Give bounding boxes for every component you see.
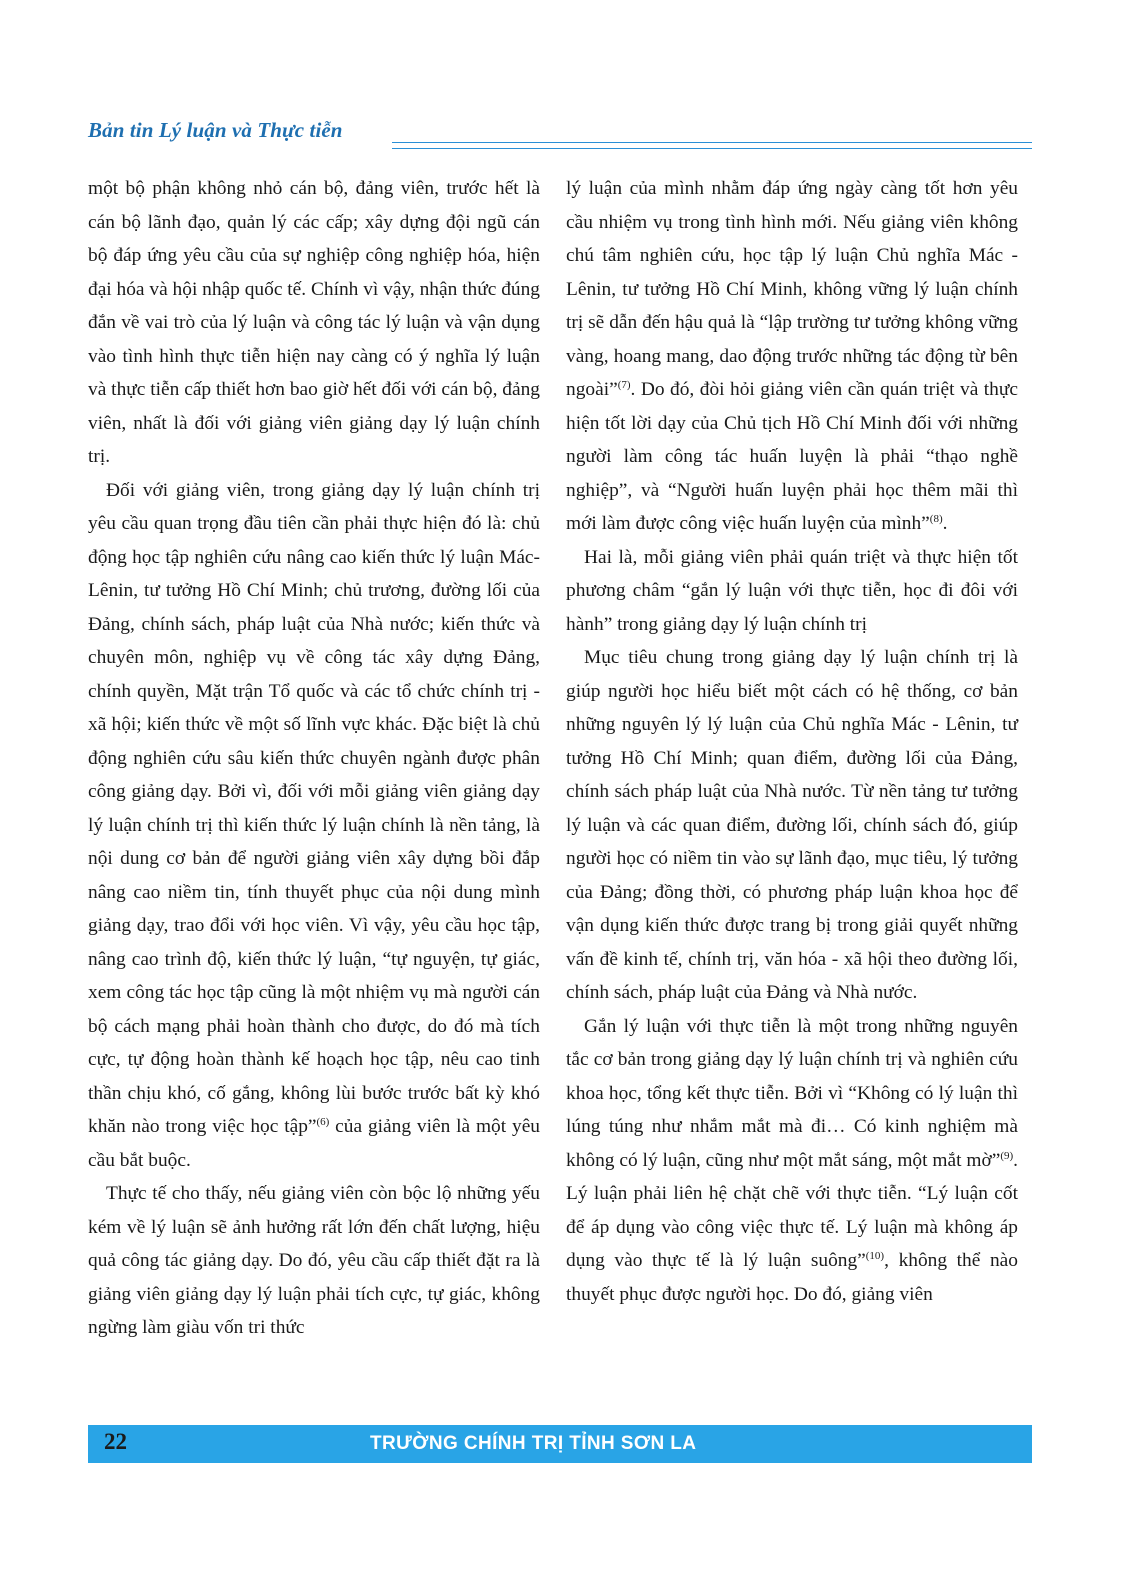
paragraph [88,172,540,474]
footer-bar [88,1425,1032,1463]
paragraph-text: Thực tế cho thấy, nếu giảng viên còn bộc lộ những yếu kém về lý luận sẽ ảnh hưởng rất lớn đến chất lượng, hiệu quả công tác giảng dạy. Do đó, yêu cầu cấp thiết đặt ra là giảng viên giảng dạy lý luận phải tích cực, tự giác, không ngừng làm giàu vốn tri thức [88,1183,540,1338]
running-header [88,118,1032,152]
paragraph-text: Gắn lý luận với thực tiễn là một trong những nguyên tắc cơ bản trong giảng dạy lý luận chính trị và nghiên cứu khoa học, tổng kết thực tiễn. Bởi vì “Không có lý luận thì lúng túng như nhắm mắt mà đi… Có kinh nghiệm mà không có lý luận, cũng như một mắt sáng, một mắt mờ” [566,1015,1018,1171]
paragraph-text: một bộ phận không nhỏ cán bộ, đảng viên, trước hết là cán bộ lãnh đạo, quản lý các cấp; xây dựng đội ngũ cán bộ đáp ứng yêu cầu của sự nghiệp công nghiệp hóa, hiện đại hóa và hội nhập quốc tế. Chính vì vậy, nhận thức đúng đắn về vai trò của lý luận và công tác lý luận và vận dụng vào tình hình thực tiễn hiện nay càng có ý nghĩa lý luận và thực tiễn cấp thiết hơn bao giờ hết đối với cán bộ, đảng viên, nhất là đối với giảng viên giảng dạy lý luận chính trị. [88,178,540,467]
paragraph [566,172,1018,541]
paragraph-text: Đối với giảng viên, trong giảng dạy lý luận chính trị yêu cầu quan trọng đầu tiên cần phải thực hiện đó là: chủ động học tập nghiên cứu nâng cao kiến thức lý luận Mác-Lênin, tư tưởng Hồ Chí Minh; chủ trương, đường lối của Đảng, chính sách, pháp luật của Nhà nước; kiến thức và chuyên môn, nghiệp vụ về công tác xây dựng Đảng, chính quyền, Mặt trận Tổ quốc và các tổ chức chính trị - xã hội; kiến thức về một số lĩnh vực khác. Đặc biệt là chủ động nghiên cứu sâu kiến thức chuyên ngành được phân công giảng dạy. Bởi vì, đối với mỗi giảng viên giảng dạy lý luận chính trị thì kiến thức lý luận chính là nền tảng, là nội dung cơ bản để người giảng viên xây dựng bồi đắp nâng cao niềm tin, tính thuyết phục của nội dung mình giảng dạy, trao đổi với học viên. Vì vậy, yêu cầu học tập, nâng cao trình độ, kiến thức lý luận, “tự nguyện, tự giác, xem công tác học tập cũng là một nhiệm vụ mà người cán bộ cách mạng phải hoàn thành cho được, do đó mà tích cực, tự động hoàn thành kế hoạch học tập, nêu cao tinh thần chịu khó, cố gắng, không lùi bước trước bất kỳ khó khăn nào trong việc học tập” [88,479,540,1137]
paragraph-text: . Lý luận phải liên hệ chặt chẽ với thực tiễn. “Lý luận cốt để áp dụng vào công việc thực tế. Lý luận mà không áp dụng vào thực tế là lý luận suông” [566,1149,1018,1271]
paragraph [566,1010,1018,1312]
paragraph-text: của giảng viên là một yêu cầu bắt buộc. [88,1116,540,1171]
footnote-ref: (8) [929,513,943,525]
paragraph [566,641,1018,1010]
paragraph [88,1177,540,1345]
paragraph [88,474,540,1178]
paragraph-text: Mục tiêu chung trong giảng dạy lý luận chính trị là giúp người học hiểu biết một cách có hệ thống, cơ bản những nguyên lý lý luận của Chủ nghĩa Mác - Lênin, tư tưởng Hồ Chí Minh; quan điểm, đường lối của Đảng, chính sách pháp luật của Nhà nước. Từ nền tảng tư tưởng lý luận và các quan điểm, đường lối, chính sách đó, giúp người học có niềm tin vào sự lãnh đạo, mục tiêu, lý tưởng của Đảng; đồng thời, có phương pháp luận khoa học để vận dụng kiến thức được trang bị trong giải quyết những vấn đề kinh tế, chính trị, văn hóa - xã hội theo đường lối, chính sách, pháp luật của Đảng và Nhà nước. [566,647,1018,1003]
paragraph-text: Hai là, mỗi giảng viên phải quán triệt và thực hiện tốt phương châm “gắn lý luận với thực tiễn, học đi đôi với hành” trong giảng dạy lý luận chính trị [566,546,1018,635]
left-column [88,172,540,1345]
page-number: 22 [104,1429,127,1454]
paragraph [566,541,1018,642]
publication-title: Bản tin Lý luận và Thực tiễn [88,118,343,142]
footnote-ref: (7) [617,379,631,391]
footnote-ref: (9) [1000,1149,1014,1162]
header-double-rule [392,142,1032,149]
paragraph-text: , không thể nào thuyết phục được người học. Do đó, giảng viên [566,1250,1018,1305]
footnote-ref: (6) [316,1116,330,1128]
school-name: TRƯỜNG CHÍNH TRỊ TỈNH SƠN LA [370,1433,697,1454]
footnote-ref: (10) [865,1250,885,1262]
paragraph-text: lý luận của mình nhằm đáp ứng ngày càng tốt hơn yêu cầu nhiệm vụ trong tình hình mới. Nếu giảng viên không chú tâm nghiên cứu, học tập lý luận Chủ nghĩa Mác - Lênin, tư tưởng Hồ Chí Minh, không vững lý luận chính trị sẽ dẫn đến hậu quả là “lập trường tư tưởng không vững vàng, hoang mang, dao động trước những tác động từ bên ngoài” [566,178,1018,400]
right-column [566,172,1018,1311]
paragraph-text: . [942,513,948,534]
paragraph-text: . Do đó, đòi hỏi giảng viên cần quán triệt và thực hiện tốt lời dạy của Chủ tịch Hồ Chí Minh đối với những người làm công tác huấn luyện là phải “thạo nghề nghiệp”, và “Người huấn luyện phải học thêm mãi thì mới làm được công việc huấn luyện của mình” [566,379,1018,534]
